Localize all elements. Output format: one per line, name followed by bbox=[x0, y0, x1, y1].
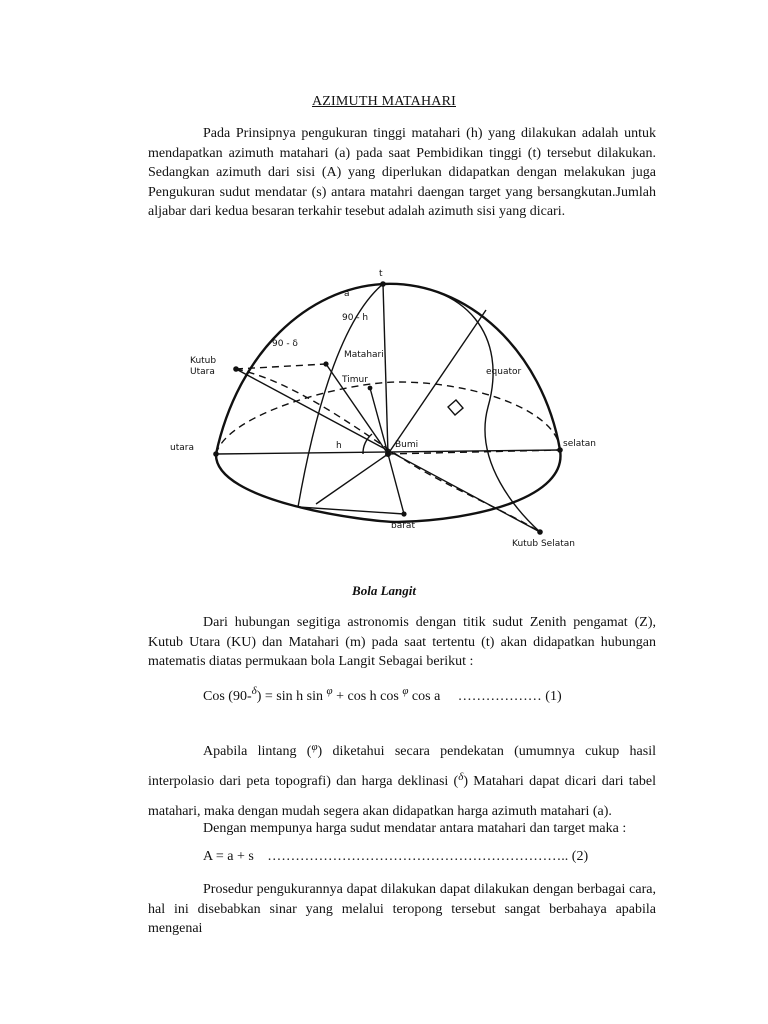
intro-paragraph: Pada Prinsipnya pengukuran tinggi matahari (h) yang dilakukan adalah untuk mendapatkan azimuth matahari (a) pada saat Pembidikan tinggi (t) tersebut dilakukan. Sedangkan azimuth dari sisi (A) yang diperlukan didapatkan dengan melakukan juga Pengukuran sudut mendatar (s) antara matahri daengan target yang bersangkutan.Jumlah aljabar dari kedua besaran terkahir tesebut adalah azimuth sisi yang dicari. bbox=[148, 126, 656, 219]
label-equator: equator bbox=[486, 367, 522, 377]
label-matahari: Matahari bbox=[344, 350, 384, 360]
formula-1 bbox=[203, 685, 562, 705]
timur-line bbox=[370, 388, 388, 454]
formula1-dots: ……………… (1) bbox=[457, 689, 562, 704]
kutub-sun-line bbox=[236, 364, 326, 369]
formula1-part-a: Cos (90- bbox=[203, 689, 252, 704]
label-kutub-utara-2: Utara bbox=[190, 367, 215, 377]
paragraph-lintang bbox=[148, 737, 656, 827]
formula1-part-c: + cos h cos bbox=[336, 689, 399, 704]
paragraph3-part-c: ) Matahari dapat dicari dari tabel matahari, maka dengan mudah segera akan didapatkan harga azimuth matahari (a). bbox=[148, 774, 657, 819]
label-kutub-selatan: Kutub Selatan bbox=[512, 539, 575, 549]
label-h: h bbox=[336, 441, 342, 451]
horizon-front-arc bbox=[216, 450, 561, 522]
page-title: AZIMUTH MATAHARI bbox=[311, 94, 456, 109]
zenith-line bbox=[383, 284, 388, 454]
label-kutub-utara-1: Kutub bbox=[190, 356, 217, 366]
label-t: t bbox=[379, 269, 383, 279]
phi-symbol: φ bbox=[326, 685, 333, 697]
label-timur: Timur bbox=[342, 375, 368, 385]
delta-symbol: δ bbox=[458, 771, 464, 783]
phi-symbol: φ bbox=[402, 685, 409, 697]
meridian-arc bbox=[383, 284, 540, 532]
label-barat: barat bbox=[391, 521, 415, 531]
bumi-lowerleft-line bbox=[316, 454, 388, 504]
paragraph-sudut-mendatar: Dengan mempunya harga sudut mendatar antara matahari dan target maka : bbox=[203, 821, 627, 836]
formula2-lhs: A = a + s bbox=[203, 849, 254, 864]
phi-symbol: φ bbox=[311, 741, 318, 753]
paragraph3-part-a: Apabila lintang ( bbox=[203, 744, 312, 759]
delta-symbol: δ bbox=[251, 685, 257, 697]
right-angle-marker bbox=[448, 400, 463, 415]
formula1-part-b: ) = sin h sin bbox=[256, 689, 323, 704]
paragraph-prosedur: Prosedur pengukurannya dapat dilakukan dapat dilakukan dengan berbagai cara, hal ini disebabkan sinar yang melalui teropong tersebut sangat berbahaya apabila mengenai bbox=[148, 882, 656, 936]
bumi-barat-line bbox=[388, 454, 404, 514]
figure-caption: Bola Langit bbox=[352, 583, 416, 598]
label-90-h: 90 - h bbox=[342, 313, 369, 323]
paragraph3-part-b: ) diketahui secara pendekatan (umumnya cukup hasil interpolasio dari peta topografi) dan harga deklinasi ( bbox=[148, 744, 656, 789]
sun-hour-arc bbox=[298, 284, 383, 507]
celestial-sphere-diagram bbox=[148, 222, 618, 572]
formula1-part-d: cos a bbox=[411, 689, 441, 704]
label-bumi: Bumi bbox=[395, 440, 419, 450]
label-a: a bbox=[344, 289, 350, 299]
formula-2 bbox=[203, 849, 588, 865]
label-utara: utara bbox=[170, 443, 194, 453]
paragraph-segitiga: Dari hubungan segitiga astronomis dengan titik sudut Zenith pengamat (Z), Kutub Utara (KU) dan Matahari (m) pada saat tertentu (t) akan didapatkan hubungan matematis diatas permukaan bola Langit Sebagai berikut : bbox=[148, 615, 656, 669]
h-angle-arc bbox=[363, 434, 372, 454]
formula2-dots: ……………………………………………………….. (2) bbox=[267, 849, 589, 864]
label-90-delta: 90 - δ bbox=[272, 339, 298, 349]
label-selatan: selatan bbox=[563, 439, 596, 449]
